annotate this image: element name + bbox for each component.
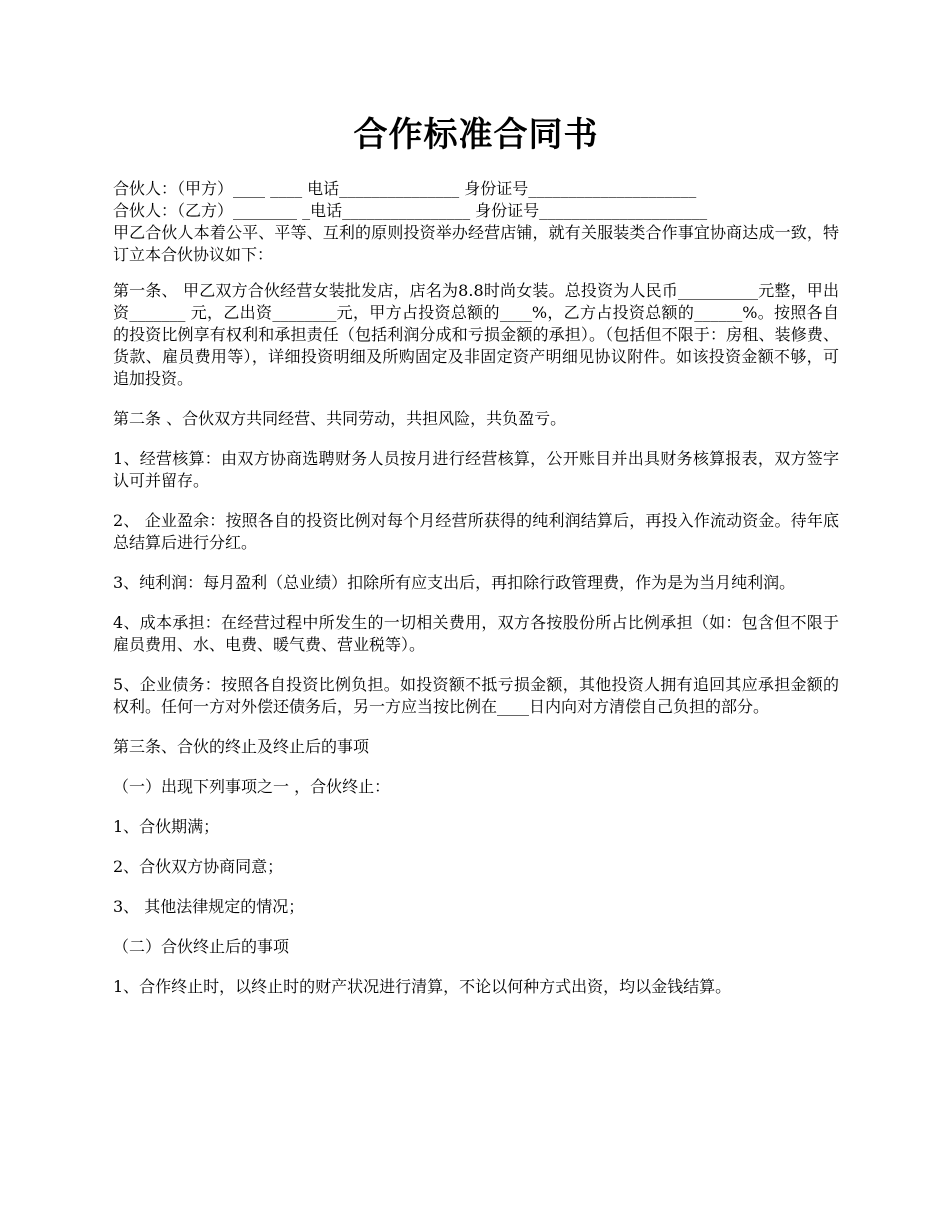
document-title: 合作标准合同书 — [353, 115, 599, 155]
article-2-item-3: 3、纯利润：每月盈利（总业绩）扣除所有应支出后，再扣除行政管理费，作为是为当月纯利润。 — [113, 573, 796, 592]
article-2-item-2: 2、 企业盈余：按照各自的投资比例对每个月经营所获得的纯利润结算后，再投入作流动资金。待年底总结算后进行分红。 — [113, 511, 839, 552]
article-3-item-1: 1、合伙期满； — [113, 817, 220, 836]
party-a-line: 合伙人：（甲方）____ ____ 电话_______________ 身份证号_____________________ — [113, 179, 697, 198]
article-2-item-1: 1、经营核算：由双方协商选聘财务人员按月进行经营核算，公开账目并出具财务核算报表，双方签字认可并留存。 — [113, 449, 839, 490]
article-1: 第一条、 甲乙双方合伙经营女装批发店，店名为8.8时尚女装。总投资为人民币__________元整，甲出资_______ 元，乙出资________元，甲方占投资总额的____%，乙方占投资总额的______%。按照各自的投资比例享有权利和承担责任（包括利润分成和亏损金额的承担）。（包括但不限于：房租、装修费、货款、雇员费用等），详细投资明细及所购固定及非固定资产明细见协议附件。如该投资金额不够，可追加投资。 — [113, 281, 839, 388]
party-b-line: 合伙人：（乙方）________ _电话________________ 身份证号_____________________ — [113, 201, 708, 220]
article-3-subsection-1: （一）出现下列事项之一 ，合伙终止： — [113, 777, 391, 796]
article-2-item-4: 4、成本承担：在经营过程中所发生的一切相关费用，双方各按股份所占比例承担（如：包含但不限于雇员费用、水、电费、暖气费、营业税等）。 — [113, 613, 839, 654]
article-3-item-2: 2、合伙双方协商同意； — [113, 857, 284, 876]
intro-paragraph: 甲乙合伙人本着公平、平等、互利的原则投资举办经营店铺，就有关服装类合作事宜协商达成一致，特订立本合伙协议如下： — [113, 223, 839, 264]
document-page — [113, 112, 839, 998]
article-2-item-5: 5、企业债务：按照各自投资比例负担。如投资额不抵亏损金额，其他投资人拥有追回其应承担金额的权利。任何一方对外偿还债务后，另一方应当按比例在____日内向对方清偿自己负担的部分。 — [113, 675, 839, 716]
article-3-subsection-2: （二）合伙终止后的事项 — [113, 937, 290, 956]
article-3: 第三条、合伙的终止及终止后的事项 — [113, 737, 370, 756]
article-2: 第二条 、合伙双方共同经营、共同劳动，共担风险，共负盈亏。 — [113, 409, 567, 428]
article-3-item-4: 1、合作终止时，以终止时的财产状况进行清算，不论以何种方式出资，均以金钱结算。 — [113, 977, 732, 996]
article-3-item-3: 3、 其他法律规定的情况； — [113, 897, 305, 916]
